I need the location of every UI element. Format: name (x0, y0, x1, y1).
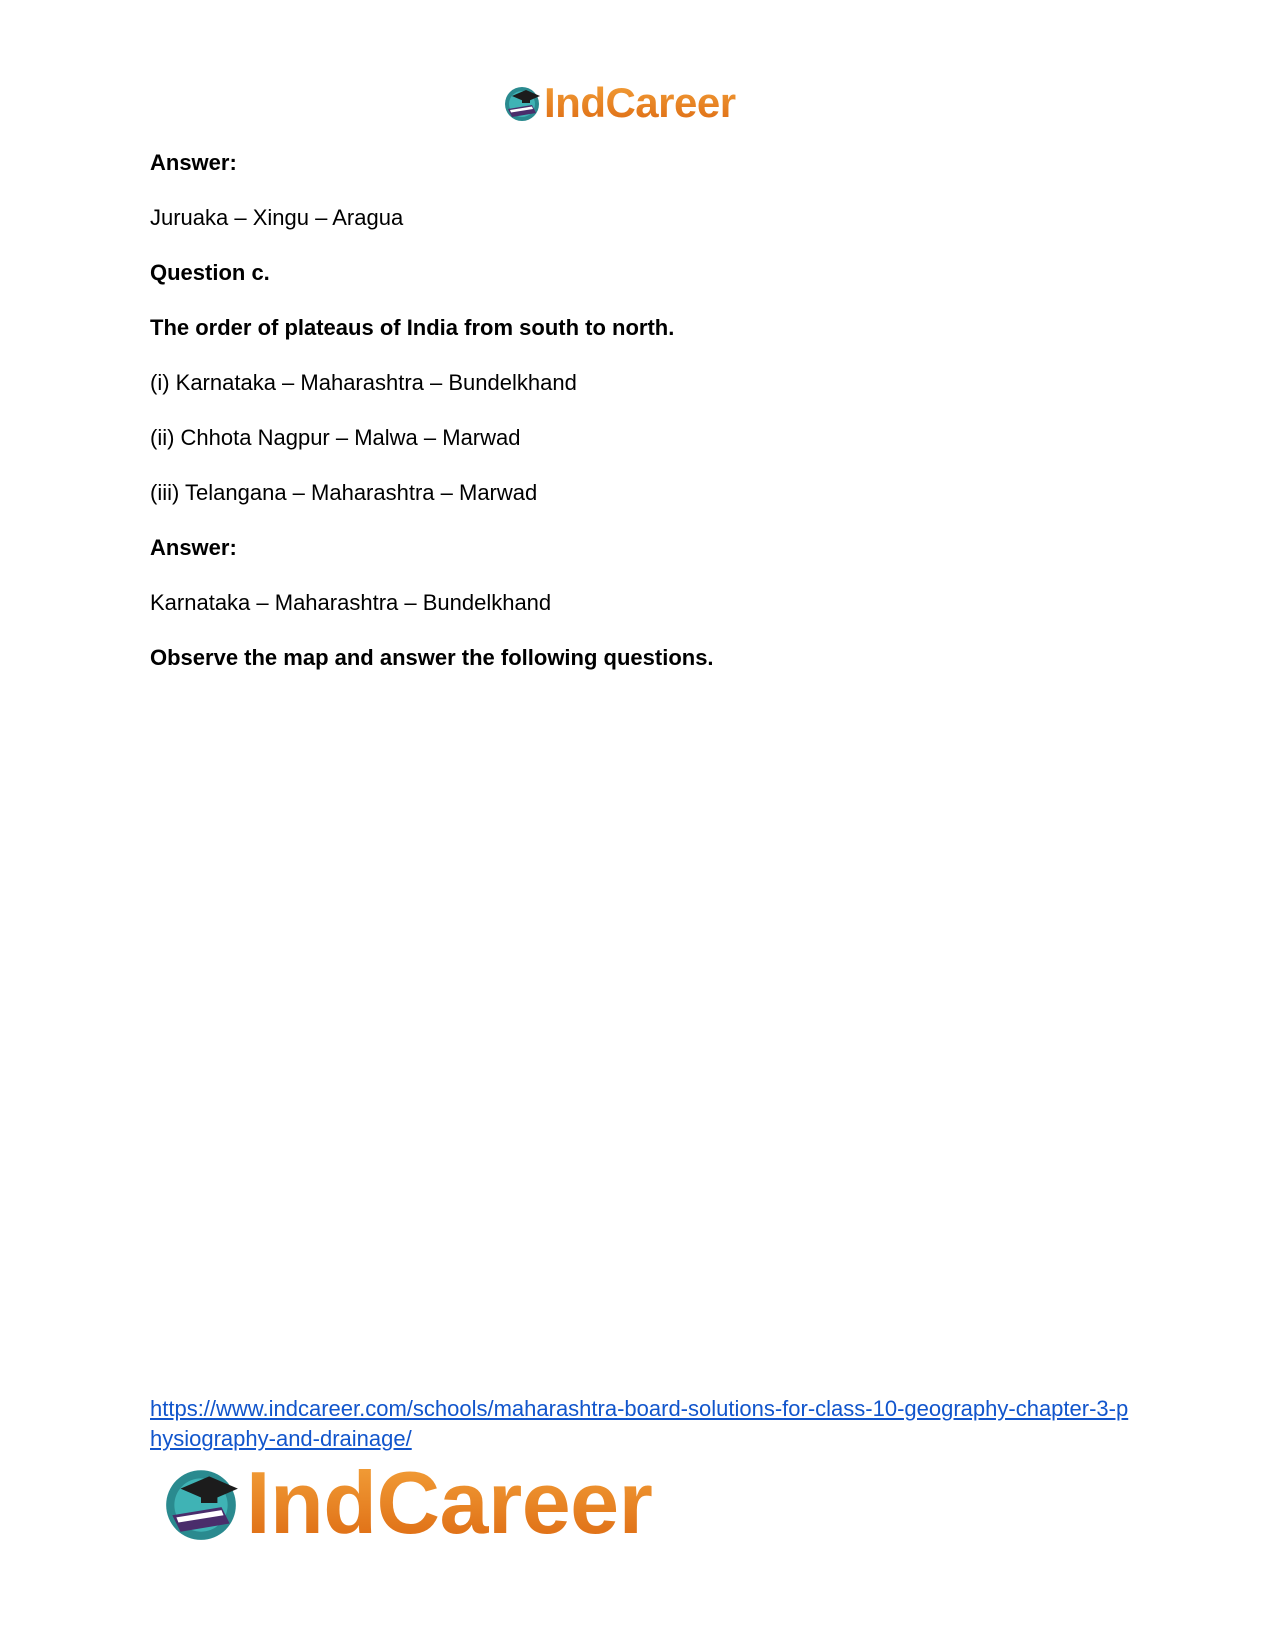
option-1: (i) Karnataka – Maharashtra – Bundelkhand (150, 370, 577, 395)
instruction-text: Observe the map and answer the following questions. (150, 645, 714, 670)
header-logo (502, 80, 736, 126)
question-text: The order of plateaus of India from south to north. (150, 315, 675, 340)
option-2: (ii) Chhota Nagpur – Malwa – Marwad (150, 425, 521, 450)
answer-label-2: Answer: (150, 535, 237, 560)
answer-text-2: Karnataka – Maharashtra – Bundelkhand (150, 590, 552, 615)
footer-logo (160, 1453, 653, 1552)
question-label: Question c. (150, 260, 270, 285)
answer-label-1: Answer: (150, 150, 237, 175)
indcareer-emblem-icon (160, 1462, 242, 1544)
answer-text-1: Juruaka – Xingu – Aragua (150, 205, 404, 230)
source-url-link[interactable]: https://www.indcareer.com/schools/maharashtra-board-solutions-for-class-10-geography-chapter-3-physiography-and-drainage/ (150, 1396, 1129, 1451)
footer-logo-text: IndCareer (246, 1453, 653, 1552)
header-logo-text: IndCareer (544, 79, 736, 126)
option-3: (iii) Telangana – Maharashtra – Marwad (150, 480, 538, 505)
indcareer-emblem-icon (502, 83, 542, 123)
